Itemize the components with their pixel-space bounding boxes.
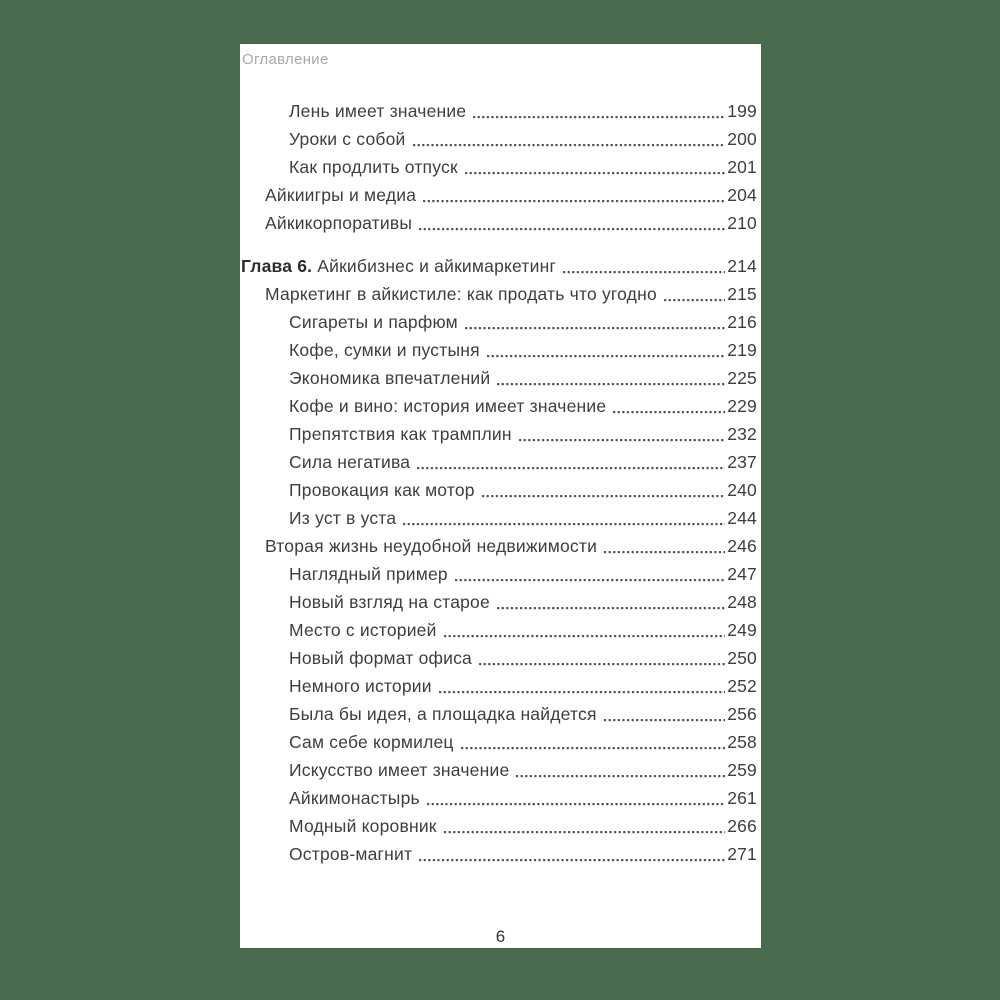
dot-leader bbox=[487, 355, 725, 358]
toc-entry bbox=[241, 448, 757, 476]
toc-entry-title: Айкиигры и медиа bbox=[265, 184, 417, 205]
toc-entry-page-number: 199 bbox=[727, 100, 757, 121]
toc-entry bbox=[241, 280, 757, 308]
dot-leader bbox=[423, 200, 725, 203]
toc-entry-page-number: 246 bbox=[727, 535, 757, 556]
toc-entry-page-number: 201 bbox=[727, 156, 757, 177]
dot-leader bbox=[427, 803, 725, 806]
toc-entry bbox=[241, 476, 757, 504]
dot-leader bbox=[519, 439, 725, 442]
toc-entry bbox=[241, 616, 757, 644]
toc-entry bbox=[241, 672, 757, 700]
dot-leader bbox=[497, 607, 725, 610]
dot-leader bbox=[604, 551, 725, 554]
toc-entry bbox=[241, 532, 757, 560]
toc-entry-title: Место с историей bbox=[289, 619, 437, 640]
dot-leader bbox=[413, 144, 726, 147]
toc-entry bbox=[241, 504, 757, 532]
toc-entry bbox=[241, 252, 757, 280]
toc-entry-page-number: 248 bbox=[727, 591, 757, 612]
toc-entry-title: Провокация как мотор bbox=[289, 479, 475, 500]
toc-entry-page-number: 256 bbox=[727, 703, 757, 724]
toc-entry-title: Как продлить отпуск bbox=[289, 156, 458, 177]
toc-entry-page-number: 214 bbox=[727, 255, 757, 276]
toc-entry-page-number: 225 bbox=[727, 367, 757, 388]
toc-entry-page-number: 271 bbox=[727, 843, 757, 864]
toc-entry-title: Искусство имеет значение bbox=[289, 759, 510, 780]
toc-entry bbox=[241, 97, 757, 125]
dot-leader bbox=[439, 691, 725, 694]
toc-entry-title: Айкикорпоративы bbox=[265, 212, 413, 233]
toc-entry-title: Новый формат офиса bbox=[289, 647, 472, 668]
toc-entry-page-number: 216 bbox=[727, 311, 757, 332]
toc-entry-page-number: 240 bbox=[727, 479, 757, 500]
toc-entry-title: Немного истории bbox=[289, 675, 432, 696]
toc-entry-title: Новый взгляд на старое bbox=[289, 591, 490, 612]
toc-entry bbox=[241, 840, 757, 868]
toc-entry bbox=[241, 364, 757, 392]
toc-entry-title: Вторая жизнь неудобной недвижимости bbox=[265, 535, 598, 556]
toc-entry-title: Сам себе кормилец bbox=[289, 731, 454, 752]
toc-entry bbox=[241, 181, 757, 209]
dot-leader bbox=[444, 635, 726, 638]
toc-entry-page-number: 219 bbox=[727, 339, 757, 360]
toc-entry bbox=[241, 560, 757, 588]
toc-entry-title: Модный коровник bbox=[289, 815, 437, 836]
toc-entry-page-number: 215 bbox=[727, 283, 757, 304]
toc-list bbox=[241, 97, 757, 868]
toc-entry-title: Лень имеет значение bbox=[289, 100, 467, 121]
toc-entry-title: Из уст в уста bbox=[289, 507, 397, 528]
dot-leader bbox=[465, 172, 725, 175]
toc-entry bbox=[241, 728, 757, 756]
toc-entry-page-number: 259 bbox=[727, 759, 757, 780]
toc-entry bbox=[241, 700, 757, 728]
toc-entry bbox=[241, 812, 757, 840]
toc-entry-page-number: 237 bbox=[727, 451, 757, 472]
toc-entry bbox=[241, 420, 757, 448]
dot-leader bbox=[444, 831, 726, 834]
dot-leader bbox=[613, 411, 725, 414]
dot-leader bbox=[516, 775, 725, 778]
toc-entry bbox=[241, 308, 757, 336]
dot-leader bbox=[419, 228, 725, 231]
toc-entry-title: Кофе, сумки и пустыня bbox=[289, 339, 480, 360]
dot-leader bbox=[419, 859, 725, 862]
toc-entry-page-number: 250 bbox=[727, 647, 757, 668]
toc-entry-page-number: 266 bbox=[727, 815, 757, 836]
toc-entry-title: Маркетинг в айкистиле: как продать что угодно bbox=[265, 283, 657, 304]
toc-entry-title: Айкимонастырь bbox=[289, 787, 420, 808]
toc-entry-page-number: 247 bbox=[727, 563, 757, 584]
toc-entry-page-number: 232 bbox=[727, 423, 757, 444]
dot-leader bbox=[461, 747, 726, 750]
toc-entry-title: Сила негатива bbox=[289, 451, 411, 472]
dot-leader bbox=[664, 299, 725, 302]
toc-entry-page-number: 261 bbox=[727, 787, 757, 808]
toc-entry-title: Препятствия как трамплин bbox=[289, 423, 512, 444]
dot-leader bbox=[465, 327, 725, 330]
toc-entry bbox=[241, 784, 757, 812]
toc-entry-page-number: 258 bbox=[727, 731, 757, 752]
toc-entry-title: Остров-магнит bbox=[289, 843, 413, 864]
toc-entry bbox=[241, 336, 757, 364]
dot-leader bbox=[482, 495, 725, 498]
toc-entry bbox=[241, 588, 757, 616]
toc-entry-page-number: 210 bbox=[727, 212, 757, 233]
running-header: Оглавление bbox=[242, 51, 329, 68]
toc-entry bbox=[241, 392, 757, 420]
dot-leader bbox=[604, 719, 726, 722]
dot-leader bbox=[455, 579, 725, 582]
toc-entry-page-number: 244 bbox=[727, 507, 757, 528]
toc-entry-title: Кофе и вино: история имеет значение bbox=[289, 395, 607, 416]
toc-entry-title: Уроки с собой bbox=[289, 128, 406, 149]
toc-entry bbox=[241, 153, 757, 181]
toc-entry-title: Сигареты и парфюм bbox=[289, 311, 458, 332]
page-number: 6 bbox=[495, 927, 506, 946]
toc-entry-title: Наглядный пример bbox=[289, 563, 448, 584]
book-page bbox=[240, 44, 761, 948]
toc-entry-chapter-prefix: Глава 6. bbox=[241, 255, 313, 276]
toc-entry-title: Экономика впечатлений bbox=[289, 367, 491, 388]
toc-entry-title: Была бы идея, а площадка найдется bbox=[289, 703, 597, 724]
toc-entry-page-number: 252 bbox=[727, 675, 757, 696]
dot-leader bbox=[473, 116, 725, 119]
toc-entry-page-number: 249 bbox=[727, 619, 757, 640]
toc-entry bbox=[241, 644, 757, 672]
dot-leader bbox=[403, 523, 725, 526]
dot-leader bbox=[563, 271, 725, 274]
toc-entry bbox=[241, 756, 757, 784]
toc-entry bbox=[241, 209, 757, 237]
toc-entry-page-number: 229 bbox=[727, 395, 757, 416]
dot-leader bbox=[417, 467, 725, 470]
toc-entry bbox=[241, 125, 757, 153]
toc-entry-page-number: 204 bbox=[727, 184, 757, 205]
toc-entry-title: Айкибизнес и айкимаркетинг bbox=[317, 255, 557, 276]
dot-leader bbox=[497, 383, 725, 386]
dot-leader bbox=[479, 663, 725, 666]
toc-entry-page-number: 200 bbox=[727, 128, 757, 149]
